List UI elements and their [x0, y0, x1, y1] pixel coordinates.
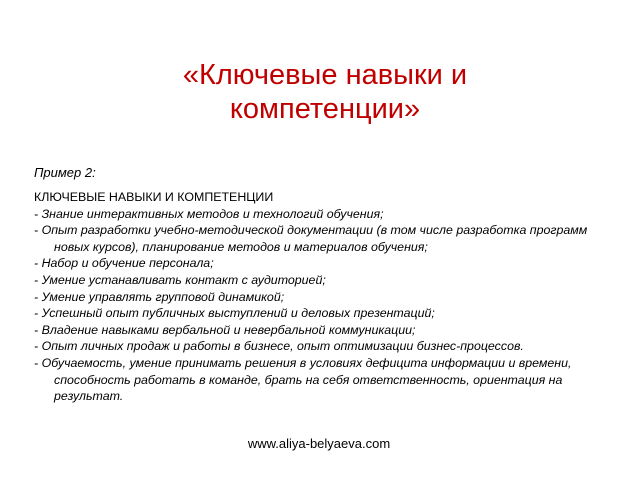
content-body — [34, 189, 624, 405]
list-item: - Обучаемость, умение принимать решения в условиях дефицита информации и времени, способность работать в команде, брать на себя ответственность, ориентация на результат. — [34, 355, 572, 404]
list-item: - Знание интерактивных методов и технологий обучения; — [34, 206, 384, 221]
slide-title-line-1: «Ключевые навыки и — [182, 59, 468, 91]
section-heading: КЛЮЧЕВЫЕ НАВЫКИ И КОМПЕТЕНЦИИ — [34, 190, 274, 204]
slide-title — [120, 58, 530, 126]
list-item: - Успешный опыт публичных выступлений и деловых презентаций; — [34, 306, 435, 321]
slide-title-line-2: компетенции» — [229, 93, 421, 125]
list-item: - Опыт разработки учебно-методической документации (в том числе разработка программ новых курсов), планирование методов и материалов обучения; — [34, 223, 588, 254]
list-item: - Набор и обучение персонала; — [34, 256, 214, 271]
footer-website: www.aliya-belyaeva.com — [247, 436, 391, 451]
list-item: - Опыт личных продаж и работы в бизнесе, опыт оптимизации бизнес-процессов. — [34, 339, 524, 354]
example-label: Пример 2: — [34, 165, 96, 180]
list-item: - Умение устанавливать контакт с аудиторией; — [34, 272, 326, 287]
skills-list — [34, 206, 624, 405]
list-item: - Умение управлять групповой динамикой; — [34, 289, 285, 304]
list-item: - Владение навыками вербальной и невербальной коммуникации; — [34, 322, 416, 337]
